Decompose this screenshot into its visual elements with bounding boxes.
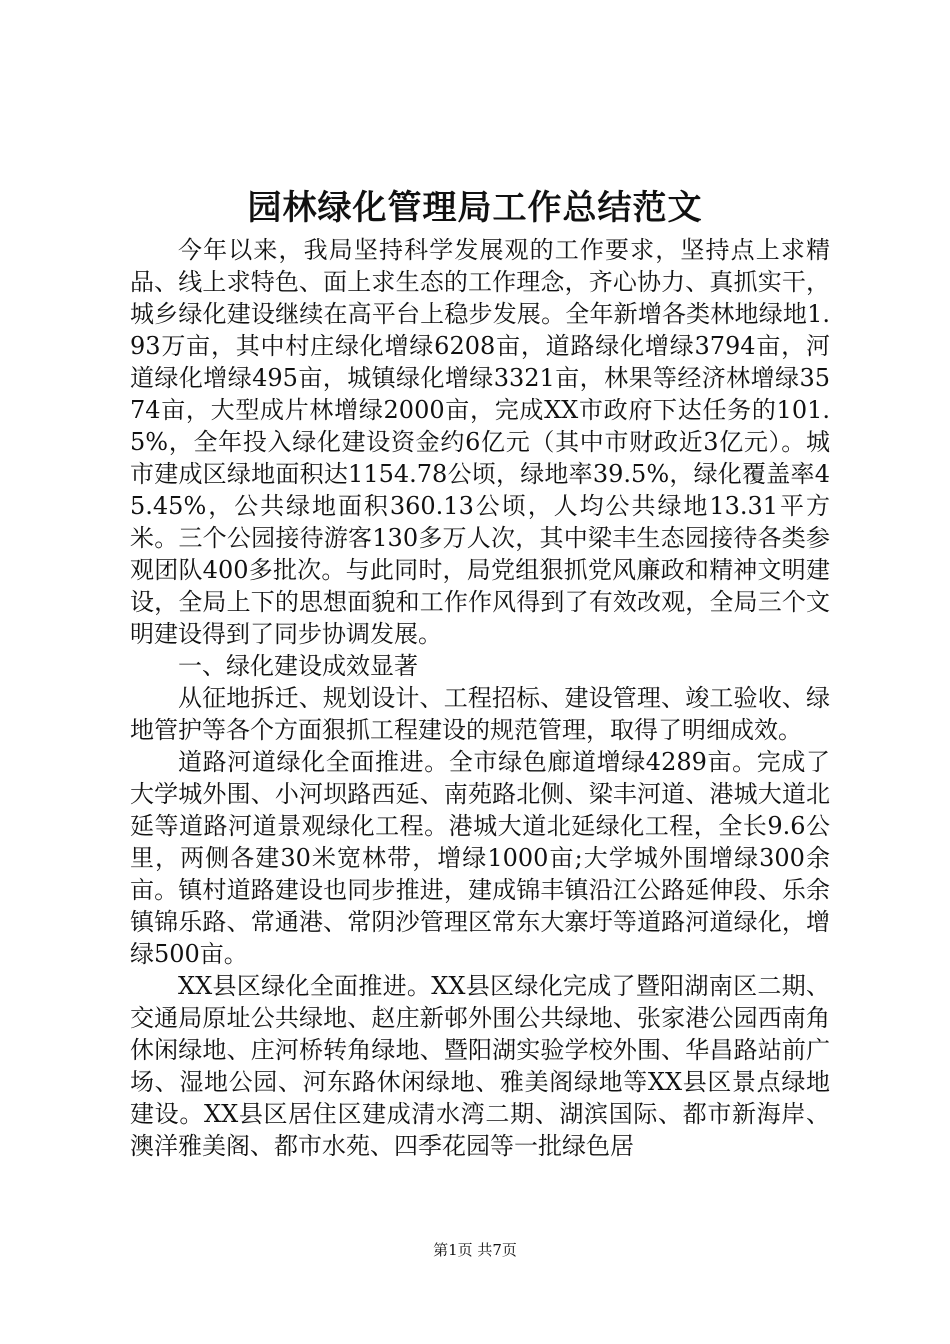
body-paragraph: 从征地拆迁、规划设计、工程招标、建设管理、竣工验收、绿地管护等各个方面狠抓工程建设的规范管理，取得了明细成效。 [130, 684, 830, 744]
body-paragraph: 道路河道绿化全面推进。全市绿色廊道增绿4289亩。完成了大学城外围、小河坝路西延、南苑路北侧、梁丰河道、港城大道北延等道路河道景观绿化工程。港城大道北延绿化工程，全长9.6公里，两侧各建30米宽林带，增绿1000亩;大学城外围增绿300余亩。镇村道路建设也同步推进，建成锦丰镇沿江公路延伸段、乐余镇锦乐路、常通港、常阴沙管理区常东大寨圩等道路河道绿化，增绿500亩。 [130, 748, 830, 968]
document-body [130, 234, 830, 1162]
intro-paragraph: 今年以来，我局坚持科学发展观的工作要求，坚持点上求精品、线上求特色、面上求生态的工作理念，齐心协力、真抓实干，城乡绿化建设继续在高平台上稳步发展。全年新增各类林地绿地1.93万亩，其中村庄绿化增绿6208亩，道路绿化增绿3794亩，河道绿化增绿495亩，城镇绿化增绿3321亩，林果等经济林增绿3574亩，大型成片林增绿2000亩，完成XX市政府下达任务的101.5%，全年投入绿化建设资金约6亿元（其中市财政近3亿元）。城市建成区绿地面积达1154.78公顷，绿地率39.5%，绿化覆盖率45.45%，公共绿地面积360.13公顷，人均公共绿地13.31平方米。三个公园接待游客130多万人次，其中梁丰生态园接待各类参观团队400多批次。与此同时，局党组狠抓党风廉政和精神文明建设，全局上下的思想面貌和工作作风得到了有效改观，全局三个文明建设得到了同步协调发展。 [130, 236, 830, 648]
document-title: 园林绿化管理局工作总结范文 [247, 188, 703, 228]
body-paragraph: XX县区绿化全面推进。XX县区绿化完成了暨阳湖南区二期、交通局原址公共绿地、赵庄新邨外围公共绿地、张家港公园西南角休闲绿地、庄河桥转角绿地、暨阳湖实验学校外围、华昌路站前广场、湿地公园、河东路休闲绿地、雅美阁绿地等XX县区景点绿地建设。XX县区居住区建成清水湾二期、湖滨国际、都市新海岸、澳洋雅美阁、都市水苑、四季花园等一批绿色居 [130, 972, 830, 1160]
section-heading: 一、绿化建设成效显著 [178, 652, 418, 680]
page-number: 第1页 共7页 [433, 1241, 517, 1259]
